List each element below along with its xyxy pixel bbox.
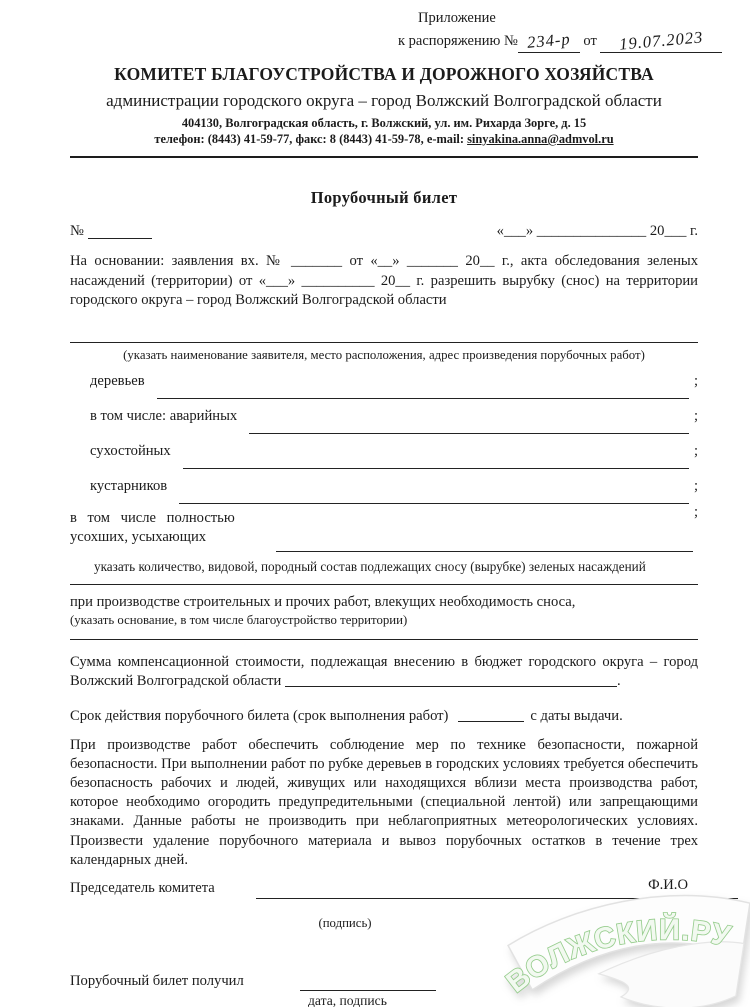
- field-label-deadwood: сухостойных: [90, 442, 171, 459]
- field-semicolon: ;: [693, 407, 698, 424]
- field-row-emergency: [70, 399, 698, 434]
- field-semicolon: ;: [693, 442, 698, 459]
- validity-prefix: Срок действия порубочного билета (срок выполнения работ): [70, 707, 449, 724]
- field-semicolon: ;: [693, 503, 698, 520]
- field-label-shrubs: кустарников: [90, 477, 168, 494]
- section-divider-construction: [70, 639, 698, 640]
- ticket-number-row: [70, 221, 698, 240]
- field-label-fully-dried: [70, 509, 266, 552]
- section-divider-fields: [70, 584, 698, 585]
- ticket-number-group: [70, 221, 152, 240]
- ticket-number-label: №: [70, 223, 84, 239]
- signature-left-label: Председатель комитета: [70, 879, 215, 896]
- receipt-line: [300, 990, 436, 991]
- watermark: [502, 881, 750, 1007]
- field-row-shrubs: [70, 469, 698, 504]
- validity-row: [70, 707, 698, 725]
- org-address: 404130, Волгоградская область, г. Волжский, ул. им. Рихарда Зорге, д. 15: [181, 116, 587, 130]
- document-title: Порубочный билет: [310, 188, 458, 207]
- field-label-trees: деревьев: [90, 372, 145, 389]
- field-blank-line-trees: [157, 398, 689, 399]
- field-semicolon: ;: [693, 372, 698, 389]
- ticket-date-blank: «___» _______________ 20___ г.: [496, 223, 698, 239]
- order-date-handwritten: 19.07.2023: [618, 27, 705, 54]
- order-number-handwritten: 234-р: [526, 29, 572, 52]
- compensation-paragraph: [70, 653, 698, 692]
- watermark-text-path: ВОЛЖСКИЙ.РУ: [502, 914, 734, 1000]
- applicant-note: (указать наименование заявителя, место расположения, адрес произведения порубочных работ): [123, 347, 645, 362]
- field-row-trees: [70, 364, 698, 399]
- compensation-blank: [285, 674, 617, 687]
- appendix-ref-prefix: к распоряжению №: [398, 33, 518, 49]
- header-divider: [70, 156, 698, 158]
- field-label-fully-dried-line1: в том числе полностью: [70, 509, 235, 526]
- appendix-reference: [398, 29, 722, 53]
- appendix-annotation: [398, 8, 722, 53]
- ticket-number-blank: [88, 225, 152, 239]
- fields-note: указать количество, видовой, породный состав подлежащих сносу (вырубке) зеленых насаждений: [94, 558, 646, 574]
- compensation-text: Сумма компенсационной стоимости, подлежащая внесению в бюджет городского округа – город Волжский Волгоградской области: [70, 653, 698, 689]
- safety-paragraph: При производстве работ обеспечить соблюдение мер по технике безопасности, пожарной безопасности. При выполнении работ по рубке деревьев в городских условиях требуется обеспечить безопасность рабочих и людей, живущих или находящихся вблизи места производства работ, которое необходимо огородить предупредительными (специальной лентой) или запрещающими знаками. Данные работы не производить при неблагоприятных метеорологических условиях. Произвести удаление порубочного материала и вывоз порубочных остатков в течение трех календарных дней.: [70, 736, 698, 868]
- validity-blank: [458, 709, 524, 722]
- construction-paragraph: при производстве строительных и прочих работ, влекущих необходимость сноса,: [70, 593, 576, 610]
- signature-note: (подпись): [318, 915, 372, 930]
- basis-paragraph: На основании: заявления вх. № _______ от «__» _______ 20__ г., акта обследования зеленых насаждений (территории) от «___» __________ 20__ г. разрешить вырубку (снос) на территории городского округа – город Волжский Волгоградской области: [70, 253, 698, 308]
- watermark-ribbon: [502, 881, 750, 1007]
- org-contacts-prefix: телефон: (8443) 41-59-77, факс: 8 (8443) 41-59-78, e-mail:: [154, 132, 468, 146]
- org-contacts: [70, 132, 698, 147]
- signature-name-label: Ф.И.О: [648, 876, 688, 893]
- field-label-emergency: в том числе: аварийных: [90, 407, 238, 424]
- receipt-note: дата, подпись: [308, 992, 387, 1007]
- order-number-blank: [518, 29, 580, 53]
- field-semicolon: ;: [693, 477, 698, 494]
- field-row-deadwood: [70, 434, 698, 469]
- validity-suffix: с даты выдачи.: [530, 707, 623, 724]
- org-subtitle: администрации городского округа – город Волжский Волгоградской области: [106, 91, 662, 110]
- field-blank-line-deadwood: [183, 468, 689, 469]
- section-divider-applicant: [70, 342, 698, 343]
- field-blank-line-fully-dried: [276, 551, 693, 552]
- field-blank-line-emergency: [249, 433, 689, 434]
- org-email: sinyakina.anna@admvol.ru: [467, 132, 614, 146]
- field-row-fully-dried: [70, 504, 698, 552]
- felling-field-rows: [70, 364, 698, 552]
- org-name: КОМИТЕТ БЛАГОУСТРОЙСТВА И ДОРОЖНОГО ХОЗЯЙСТВА: [114, 64, 654, 84]
- construction-note: (указать основание, в том числе благоустройство территории): [70, 612, 408, 627]
- appendix-title: Приложение: [418, 10, 496, 26]
- appendix-ot-label: от: [583, 33, 597, 49]
- order-date-blank: [600, 29, 722, 53]
- field-label-fully-dried-line2: усохших, усыхающих: [70, 528, 207, 545]
- receipt-label: Порубочный билет получил: [70, 972, 244, 989]
- compensation-period: .: [617, 673, 621, 689]
